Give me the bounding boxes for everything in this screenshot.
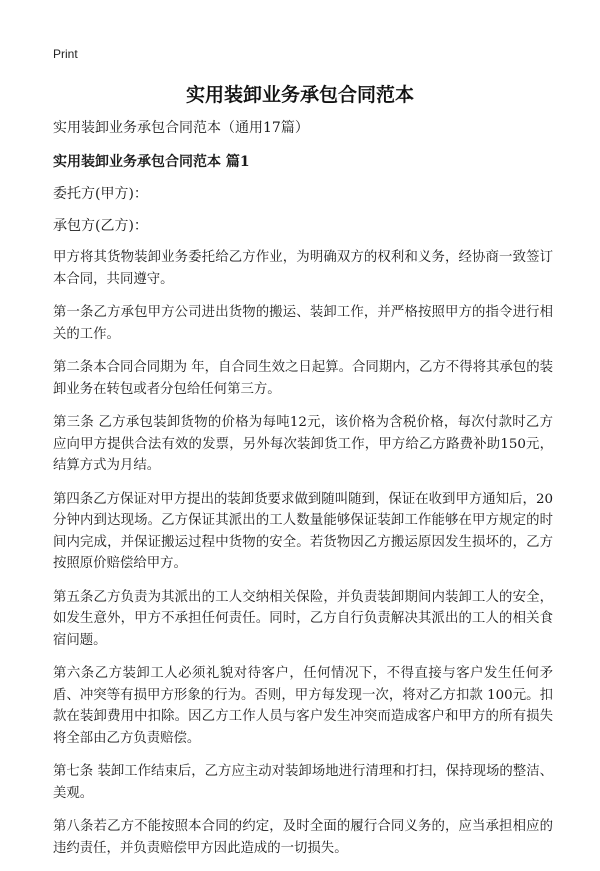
- section-heading: 实用装卸业务承包合同范本 篇1: [53, 154, 250, 170]
- document-title: 实用装卸业务承包合同范本: [185, 84, 414, 106]
- clause-1: 第一条乙方承包甲方公司进出货物的搬运、装卸工作，并严格按照甲方的指令进行相关的工作。: [53, 305, 553, 342]
- party-b-field: 承包方(乙方)：: [53, 218, 148, 234]
- clause-8: 第八条若乙方不能按照本合同的约定，及时全面的履行合同义务的，应当承担相应的违约责任，并负责赔偿甲方因此造成的一切损失。: [53, 819, 553, 856]
- document-body: [53, 117, 553, 871]
- party-a-field: 委托方(甲方)：: [53, 186, 148, 202]
- clause-2: 第二条本合同合同期为 年，自合同生效之日起算。合同期内，乙方不得将其承包的装卸业务在转包或者分包给任何第三方。: [53, 360, 553, 397]
- print-link[interactable]: Print: [53, 47, 78, 61]
- clause-5: 第五条乙方负责为其派出的工人交纳相关保险，并负责装卸期间内装卸工人的安全，如发生意外，甲方不承担任何责任。同时，乙方自行负责解决其派出的工人的相关食宿问题。: [53, 589, 553, 648]
- clause-4: 第四条乙方保证对甲方提出的装卸货要求做到随叫随到，保证在收到甲方通知后，20分钟内到达现场。乙方保证其派出的工人数量能够保证装卸工作能够在甲方规定的时间内完成，并保证搬运过程中货物的安全。若货物因乙方搬运原因发生损坏的，乙方按照原价赔偿给甲方。: [53, 491, 553, 571]
- document-subtitle: 实用装卸业务承包合同范本（通用17篇）: [53, 120, 309, 136]
- clause-6: 第六条乙方装卸工人必须礼貌对待客户，任何情况下，不得直接与客户发生任何矛盾、冲突等有损甲方形象的行为。否则，甲方每发现一次，将对乙方扣款 100元。扣款在装卸费用中扣除。因乙方工作人员与客户发生冲突而造成客户和甲方的所有损失将全部由乙方负责赔偿。: [53, 666, 553, 746]
- clause-preamble: 甲方将其货物装卸业务委托给乙方作业，为明确双方的权利和义务，经协商一致签订本合同，共同遵守。: [53, 250, 553, 287]
- clause-3: 第三条 乙方承包装卸货物的价格为每吨12元，该价格为含税价格，每次付款时乙方应向甲方提供合法有效的发票，另外每次装卸货工作，甲方给乙方路费补助150元，结算方式为月结。: [53, 415, 553, 473]
- clause-7: 第七条 装卸工作结束后，乙方应主动对装卸场地进行清理和打扫，保持现场的整洁、美观。: [53, 764, 553, 801]
